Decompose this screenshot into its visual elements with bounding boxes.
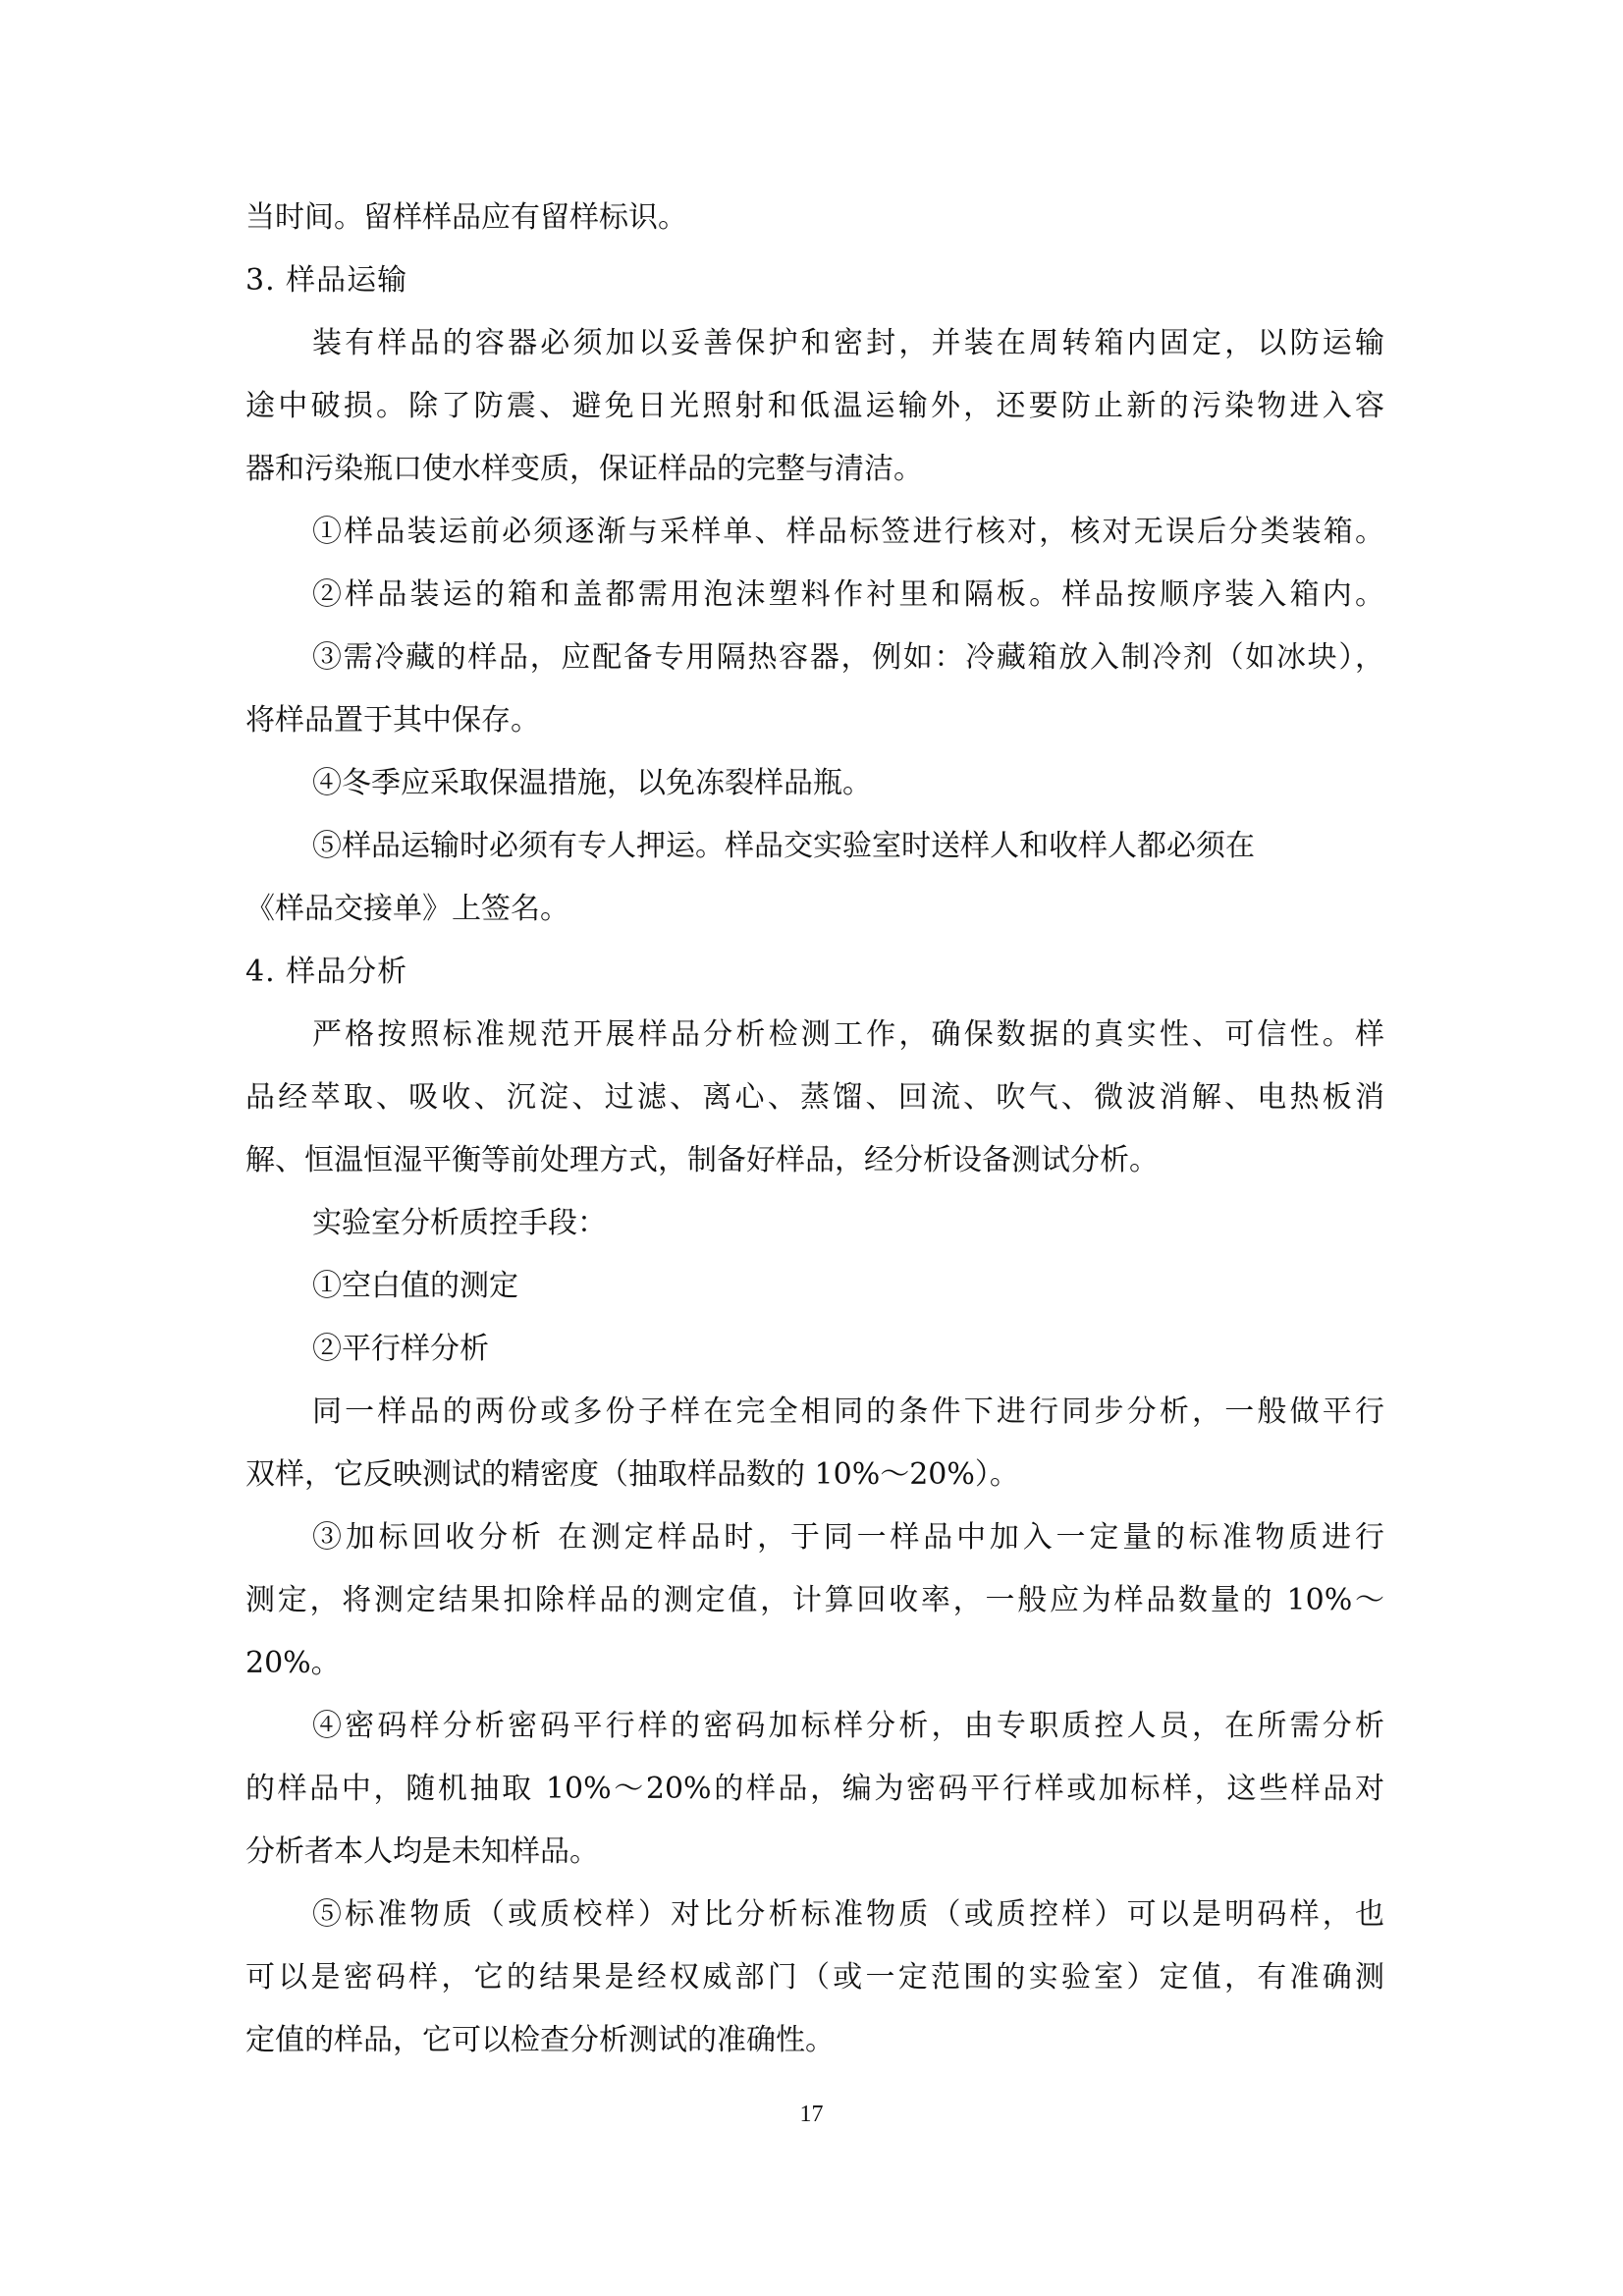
section-heading-sample-transport: 3. 样品运输 [245, 263, 408, 298]
paragraph-line: 的样品中，随机抽取 10%～20%的样品，编为密码平行样或加标样，这些样品对 [245, 1772, 1384, 1806]
section-heading-sample-analysis: 4. 样品分析 [245, 955, 408, 989]
paragraph-line: 实验室分析质控手段： [312, 1206, 607, 1240]
paragraph-line: 器和污染瓶口使水样变质，保证样品的完整与清洁。 [245, 452, 923, 486]
paragraph-line: 当时间。留样样品应有留样标识。 [245, 200, 687, 235]
paragraph-line: 解、恒温恒湿平衡等前处理方式，制备好样品，经分析设备测试分析。 [245, 1143, 1159, 1177]
paragraph-line: 测定，将测定结果扣除样品的测定值，计算回收率，一般应为样品数量的 10%～ [245, 1583, 1384, 1617]
paragraph-line: 途中破损。除了防震、避免日光照射和低温运输外，还要防止新的污染物进入容 [245, 389, 1384, 423]
list-item: ①空白值的测定 [312, 1269, 518, 1303]
paragraph-line: 将样品置于其中保存。 [245, 703, 540, 738]
paragraph-line: 分析者本人均是未知样品。 [245, 1834, 599, 1869]
paragraph-line: 可以是密码样，它的结果是经权威部门（或一定范围的实验室）定值，有准确测 [245, 1960, 1384, 1995]
list-item: ⑤样品运输时必须有专人押运。样品交实验室时送样人和收样人都必须在 [312, 829, 1255, 863]
list-item: ④冬季应采取保温措施，以免冻裂样品瓶。 [312, 766, 872, 800]
list-item: ⑤标准物质（或质校样）对比分析标准物质（或质控样）可以是明码样，也 [312, 1897, 1384, 1932]
list-item: ②样品装运的箱和盖都需用泡沫塑料作衬里和隔板。样品按顺序装入箱内。 [312, 577, 1384, 612]
list-item: ①样品装运前必须逐渐与采样单、样品标签进行核对，核对无误后分类装箱。 [312, 515, 1384, 549]
list-item: ④密码样分析密码平行样的密码加标样分析，由专职质控人员，在所需分析 [312, 1709, 1384, 1743]
paragraph-line: 同一样品的两份或多份子样在完全相同的条件下进行同步分析，一般做平行 [312, 1394, 1384, 1429]
paragraph-line: 《样品交接单》上签名。 [245, 892, 569, 926]
body-text [245, 187, 1384, 2072]
paragraph-line: 品经萃取、吸收、沉淀、过滤、离心、蒸馏、回流、吹气、微波消解、电热板消 [245, 1080, 1384, 1115]
list-item: ②平行样分析 [312, 1332, 489, 1366]
page-number: 17 [799, 2102, 824, 2127]
paragraph-line: 严格按照标准规范开展样品分析检测工作，确保数据的真实性、可信性。样 [312, 1017, 1384, 1052]
list-item: ③需冷藏的样品，应配备专用隔热容器，例如：冷藏箱放入制冷剂（如冰块）， [312, 640, 1384, 675]
paragraph-line: 双样，它反映测试的精密度（抽取样品数的 10%～20%）。 [245, 1457, 1019, 1492]
paragraph-line: 20%。 [245, 1646, 341, 1680]
paragraph-line: 定值的样品，它可以检查分析测试的准确性。 [245, 2023, 835, 2057]
paragraph-line: 装有样品的容器必须加以妥善保护和密封，并装在周转箱内固定，以防运输 [312, 326, 1384, 360]
list-item: ③加标回收分析 在测定样品时，于同一样品中加入一定量的标准物质进行 [312, 1520, 1384, 1555]
